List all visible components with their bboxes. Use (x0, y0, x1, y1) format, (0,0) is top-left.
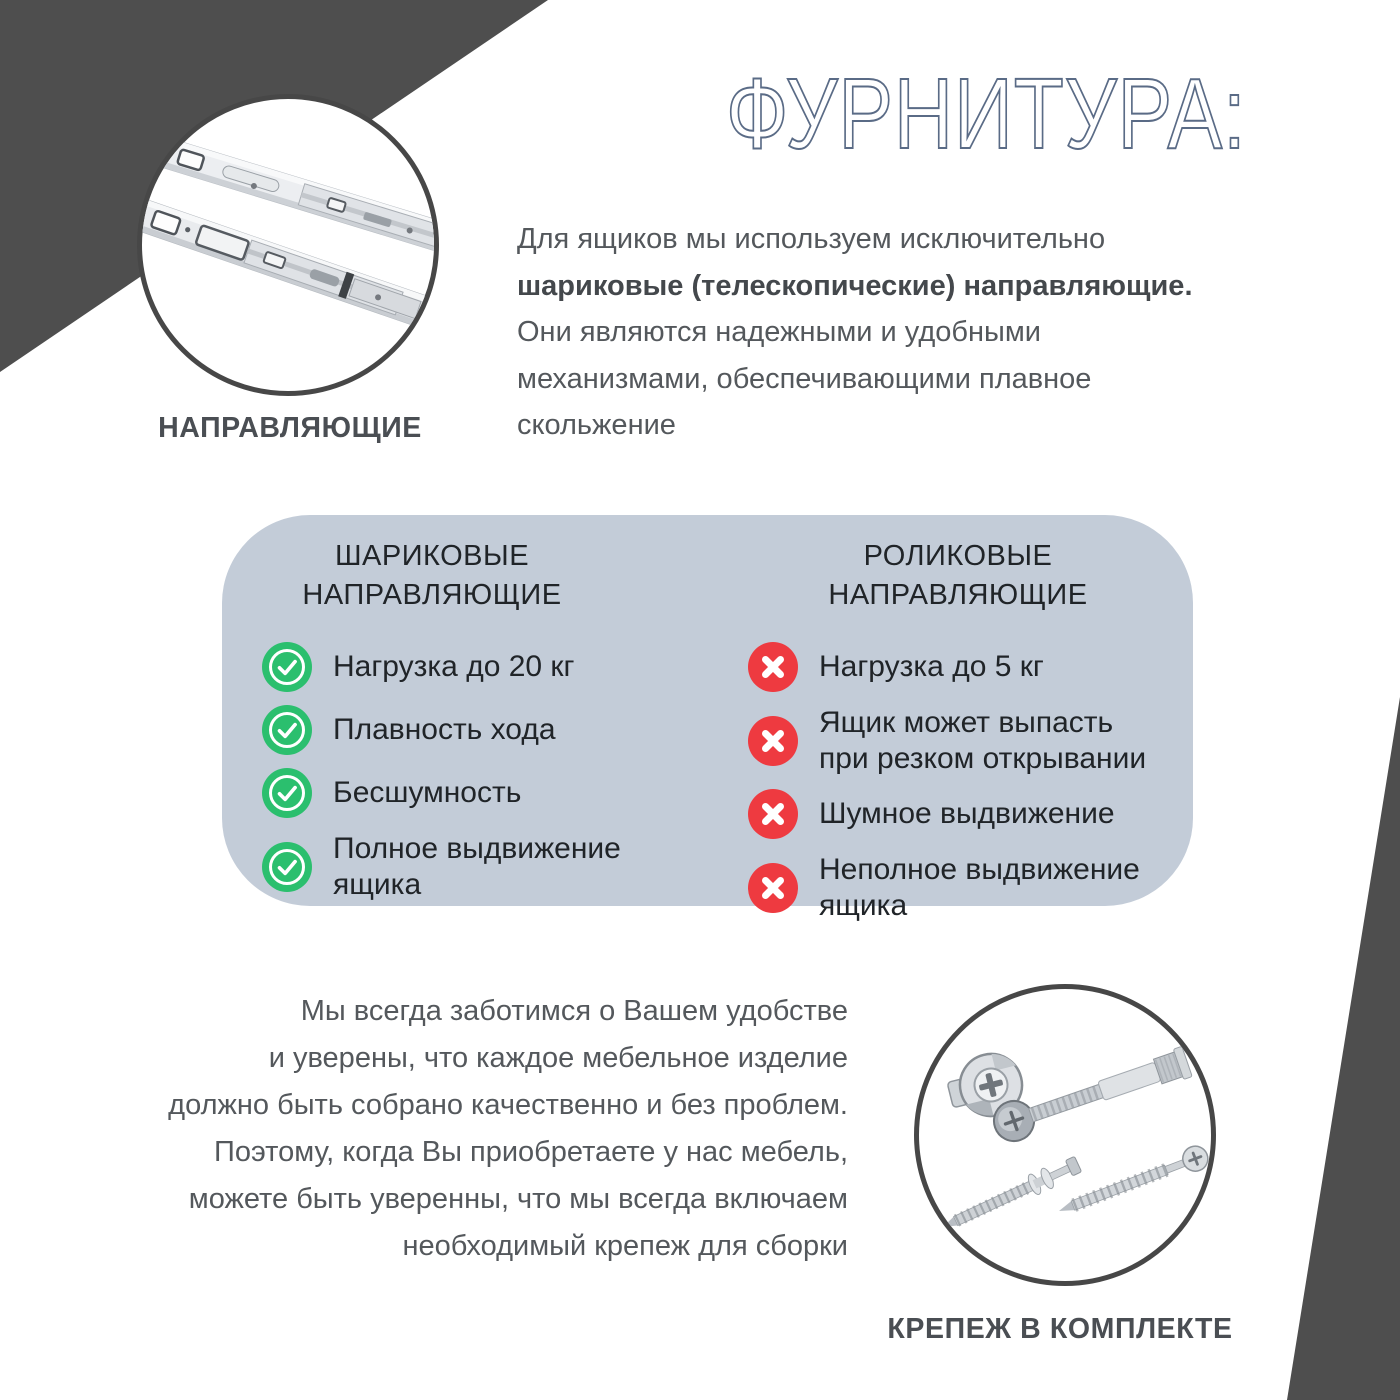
assembly-line: должно быть собрано качественно и без проблем. (168, 1089, 848, 1121)
intro-line: скольжение (517, 409, 676, 441)
header-line: РОЛИКОВЫЕ (863, 540, 1053, 572)
drawer-slides-illustration (142, 99, 434, 391)
intro-line: Для ящиков мы используем исключительно (517, 223, 1106, 255)
check-icon (262, 842, 312, 892)
con-item-label: Шумное выдвижение (819, 797, 1115, 831)
assembly-line: Мы всегда заботимся о Вашем удобстве (300, 995, 848, 1027)
con-item-row (748, 852, 1178, 923)
cross-icon (748, 716, 798, 766)
cross-icon (748, 642, 798, 692)
roller-slides-column (748, 537, 1178, 936)
drawer-slides-label: НАПРАВЛЯЮЩИЕ (158, 412, 422, 444)
assembly-paragraph (28, 988, 848, 1270)
con-item-row (748, 789, 1178, 839)
check-icon (262, 642, 312, 692)
pro-item-row (262, 768, 692, 818)
check-icon (262, 768, 312, 818)
comparison-panel (222, 515, 1193, 922)
header-line: ШАРИКОВЫЕ (334, 540, 530, 572)
cross-icon (748, 863, 798, 913)
ball-slides-column (262, 537, 692, 915)
pro-item-row (262, 642, 692, 692)
pro-item-label: Бесшумность (333, 776, 522, 810)
check-icon (262, 705, 312, 755)
roller-slides-header (743, 537, 1173, 615)
assembly-line: Поэтому, когда Вы приобретаете у нас мебель, (214, 1136, 848, 1168)
con-item-row (748, 642, 1178, 692)
cross-icon (748, 789, 798, 839)
intro-paragraph (517, 216, 1307, 449)
fasteners-label: КРЕПЕЖ В КОМПЛЕКТЕ (887, 1313, 1233, 1345)
assembly-line: и уверены, что каждое мебельное изделие (268, 1042, 848, 1074)
intro-line: Они являются надежными и удобными (517, 316, 1041, 348)
assembly-line: можете быть уверенны, что мы всегда включаем (188, 1183, 848, 1215)
assembly-line: необходимый крепеж для сборки (402, 1230, 848, 1262)
drawer-slides-photo (137, 94, 439, 396)
pro-item-row (262, 831, 692, 902)
intro-line: механизмами, обеспечивающими плавное (517, 362, 1092, 395)
page-title: ФУРНИТУРА: (726, 58, 1247, 170)
ball-slides-header (227, 537, 637, 615)
con-item-label: Неполное выдвижение ящика (819, 853, 1140, 922)
fasteners-illustration (919, 989, 1211, 1281)
header-line: НАПРАВЛЯЮЩИЕ (302, 579, 562, 611)
fasteners-photo (914, 984, 1216, 1286)
pro-item-label: Плавность хода (333, 713, 556, 747)
con-item-label: Ящик может выпасть при резком открывании (819, 706, 1147, 775)
con-item-label: Нагрузка до 5 кг (819, 650, 1044, 684)
pro-item-label: Полное выдвижение ящика (333, 832, 621, 901)
bottom-right-wedge (1287, 697, 1400, 1400)
intro-line-bold: шариковые (телескопические) направляющие. (517, 269, 1193, 302)
pro-item-row (262, 705, 692, 755)
header-line: НАПРАВЛЯЮЩИЕ (828, 579, 1088, 611)
con-item-row (748, 705, 1178, 776)
pro-item-label: Нагрузка до 20 кг (333, 650, 575, 684)
